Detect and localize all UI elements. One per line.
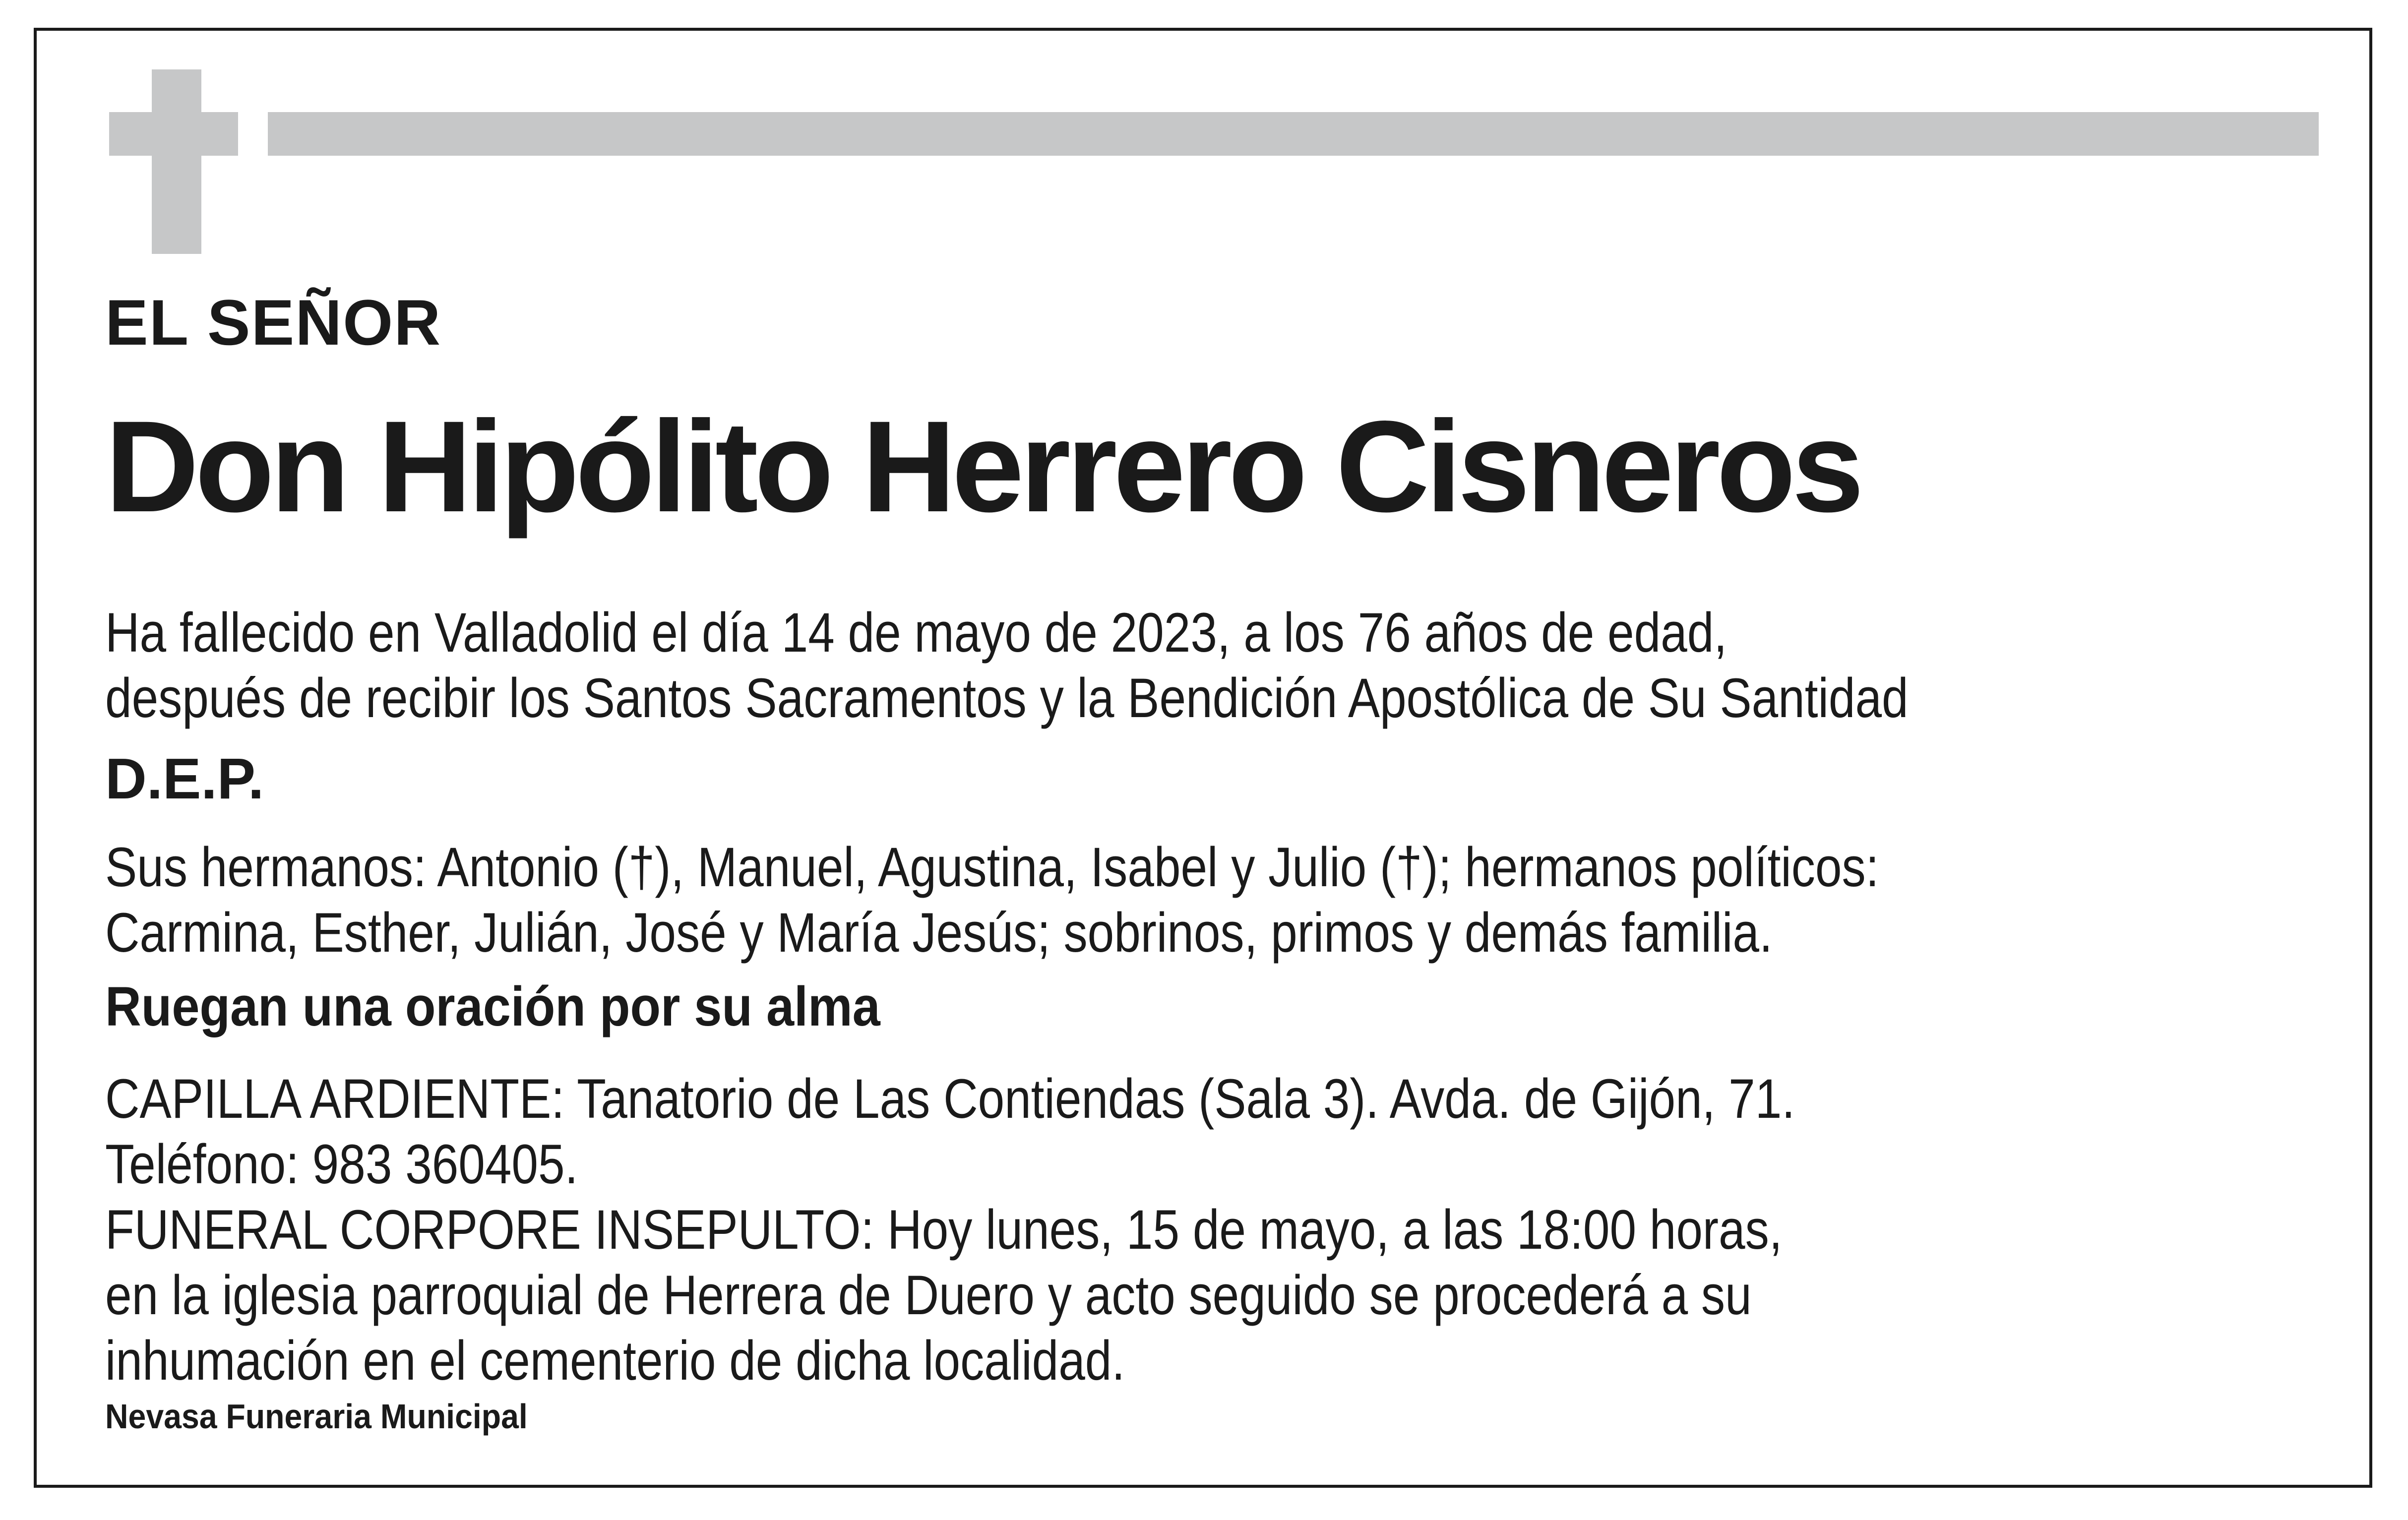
- cross-icon: [152, 69, 201, 254]
- details-line: Teléfono: 983 360405.: [105, 1133, 578, 1195]
- announcement-line: después de recibir los Santos Sacramentos y la Bendición Apostólica de Su Santidad: [105, 667, 1909, 729]
- details-paragraph: [105, 1066, 1795, 1394]
- family-line: Sus hermanos: Antonio (†), Manuel, Agustina, Isabel y Julio (†); hermanos políticos:: [105, 836, 1879, 898]
- deceased-name: Don Hipólito Herrero Cisneros: [105, 394, 1860, 539]
- title-prefix: EL SEÑOR: [105, 286, 442, 359]
- dep-label: D.E.P.: [105, 746, 264, 811]
- family-line: Carmina, Esther, Julián, José y María Jesús; sobrinos, primos y demás familia.: [105, 902, 1773, 964]
- details-line: inhumación en el cementerio de dicha localidad.: [105, 1330, 1125, 1392]
- announcement-paragraph: [105, 600, 1909, 731]
- prayer-request: Ruegan una oración por su alma: [105, 975, 880, 1037]
- cross-icon-arm: [109, 112, 238, 156]
- header-divider-bar: [268, 112, 2319, 156]
- details-line: en la iglesia parroquial de Herrera de Duero y acto seguido se procederá a su: [105, 1264, 1752, 1326]
- family-paragraph: [105, 835, 1879, 966]
- announcement-line: Ha fallecido en Valladolid el día 14 de mayo de 2023, a los 76 años de edad,: [105, 602, 1728, 664]
- details-line: FUNERAL CORPORE INSEPULTO: Hoy lunes, 15 de mayo, a las 18:00 horas,: [105, 1199, 1783, 1261]
- funeral-home-name: Nevasa Funeraria Municipal: [105, 1397, 528, 1436]
- details-line: CAPILLA ARDIENTE: Tanatorio de Las Contiendas (Sala 3). Avda. de Gijón, 71.: [105, 1068, 1795, 1130]
